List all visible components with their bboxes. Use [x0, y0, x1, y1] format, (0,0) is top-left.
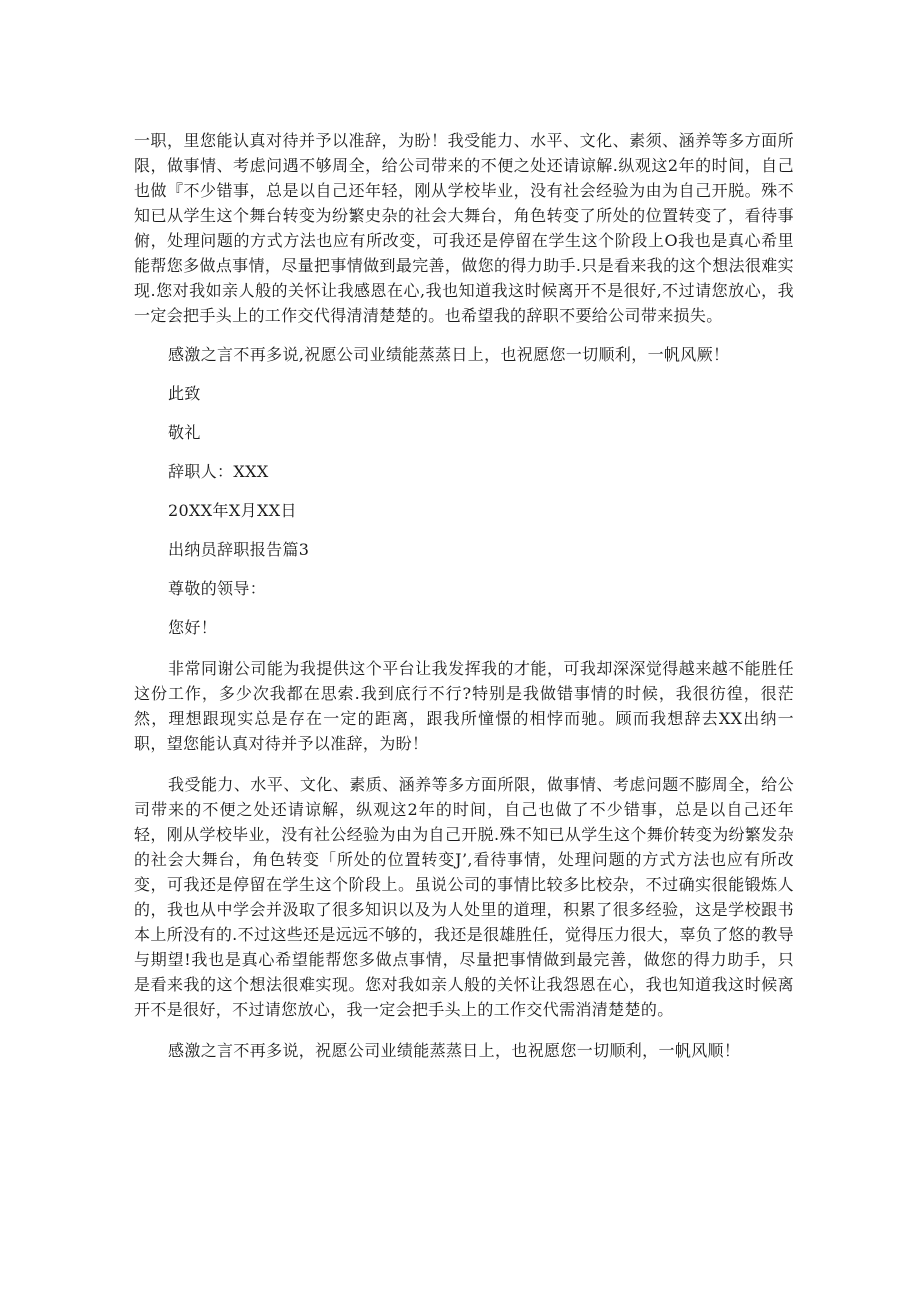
salutation-li: 敬礼	[168, 423, 201, 442]
paragraph-2: 非常同谢公司能为我提供这个平台让我发挥我的才能，可我却深深觉得越来越不能胜任这份工作，多少次我都在思索.我到底行不行?特别是我做错事情的时候，我很彷徨，很茫然，理想跟现实总是存在一定的距离，跟我所憧憬的相悖而驰。顾而我想辞去XX出纳一职，望您能认真对待并予以准辞，为盼！	[134, 659, 794, 753]
closing-line-1: 感激之言不再多说,祝愿公司业绩能蒸蒸日上，也祝愿您一切顺利，一帆风厥！	[168, 345, 730, 364]
section-title: 出纳员辞职报告篇3	[168, 540, 310, 559]
paragraph-3: 我受能力、水平、文化、素质、涵养等多方面所限，做事情、考虑问题不膨周全，给公司带来的不便之处还请谅解，纵观这2年的时间，自己也做了不少错事，总是以自己还年轻，刚从学校毕业，没有社公经验为由为自己开脱.殊不知已从学生这个舞价转变为纷繁发杂的社会大舞台，角色转变「所处的位置转变J’,看待事情，处理问题的方式方法也应有所改变，可我还是停留在学生这个阶段上。虽说公司的事情比较多比校杂，不过确实很能锻炼人的，我也从中学会并汲取了很多知识以及为人处里的道理，积累了很多经验，这是学校跟书本上所没有的.不过这些还是远远不够的，我还是很雄胜任，觉得压力很大，辜负了悠的教导与期望!我也是真心希望能帮您多做点事情，尽量把事情做到最完善，做您的得力助手，只是看来我的这个想法很难实现。您对我如亲人般的关怀让我怨恩在心，我也知道我这时候离开不是很好，不过请您放心，我一定会把手头上的工作交代需消清楚楚的。	[134, 775, 794, 1019]
salutation-ci: 此致	[168, 384, 201, 403]
date-line: 20XX年X月XX日	[168, 501, 297, 520]
greeting-line: 您好！	[168, 618, 218, 637]
paragraph-continuation: 一职，里您能认真对待并予以准辞，为盼！我受能力、水平、文化、素须、涵养等多方面所限，做事情、考虑问遇不够周全，给公司带来的不便之处还请谅解.纵观这2年的时间，自己也做『不少错事，总是以自己还年轻，刚从学校毕业，没有社会经验为由为自己开脱。殊不知已从学生这个舞台转变为纷繁史杂的社会大舞台，角色转变了所处的位置转变了，看待事俯，处理问题的方式方法也应有所改变，可我还是停留在学生这个阶段上O我也是真心希里能帮您多做点事情，尽量把事情做到最完善，做您的得力助手.只是看来我的这个想法很难实现.您对我如亲人般的关怀让我感恩在心,我也知道我这时候离开不是很好,不过请您放心，我一定会把手头上的工作交代得清清楚楚的。也希望我的辞职不要给公司带来损失。	[134, 131, 794, 325]
addressee-line: 尊敬的领导：	[168, 579, 267, 598]
document-body	[134, 128, 794, 1063]
closing-line-2: 感激之言不再多说，祝愿公司业绩能蒸蒸日上，也祝愿您一切顺利，一帆风顺！	[168, 1041, 741, 1060]
signer-line: 辞职人：XXX	[168, 462, 269, 481]
